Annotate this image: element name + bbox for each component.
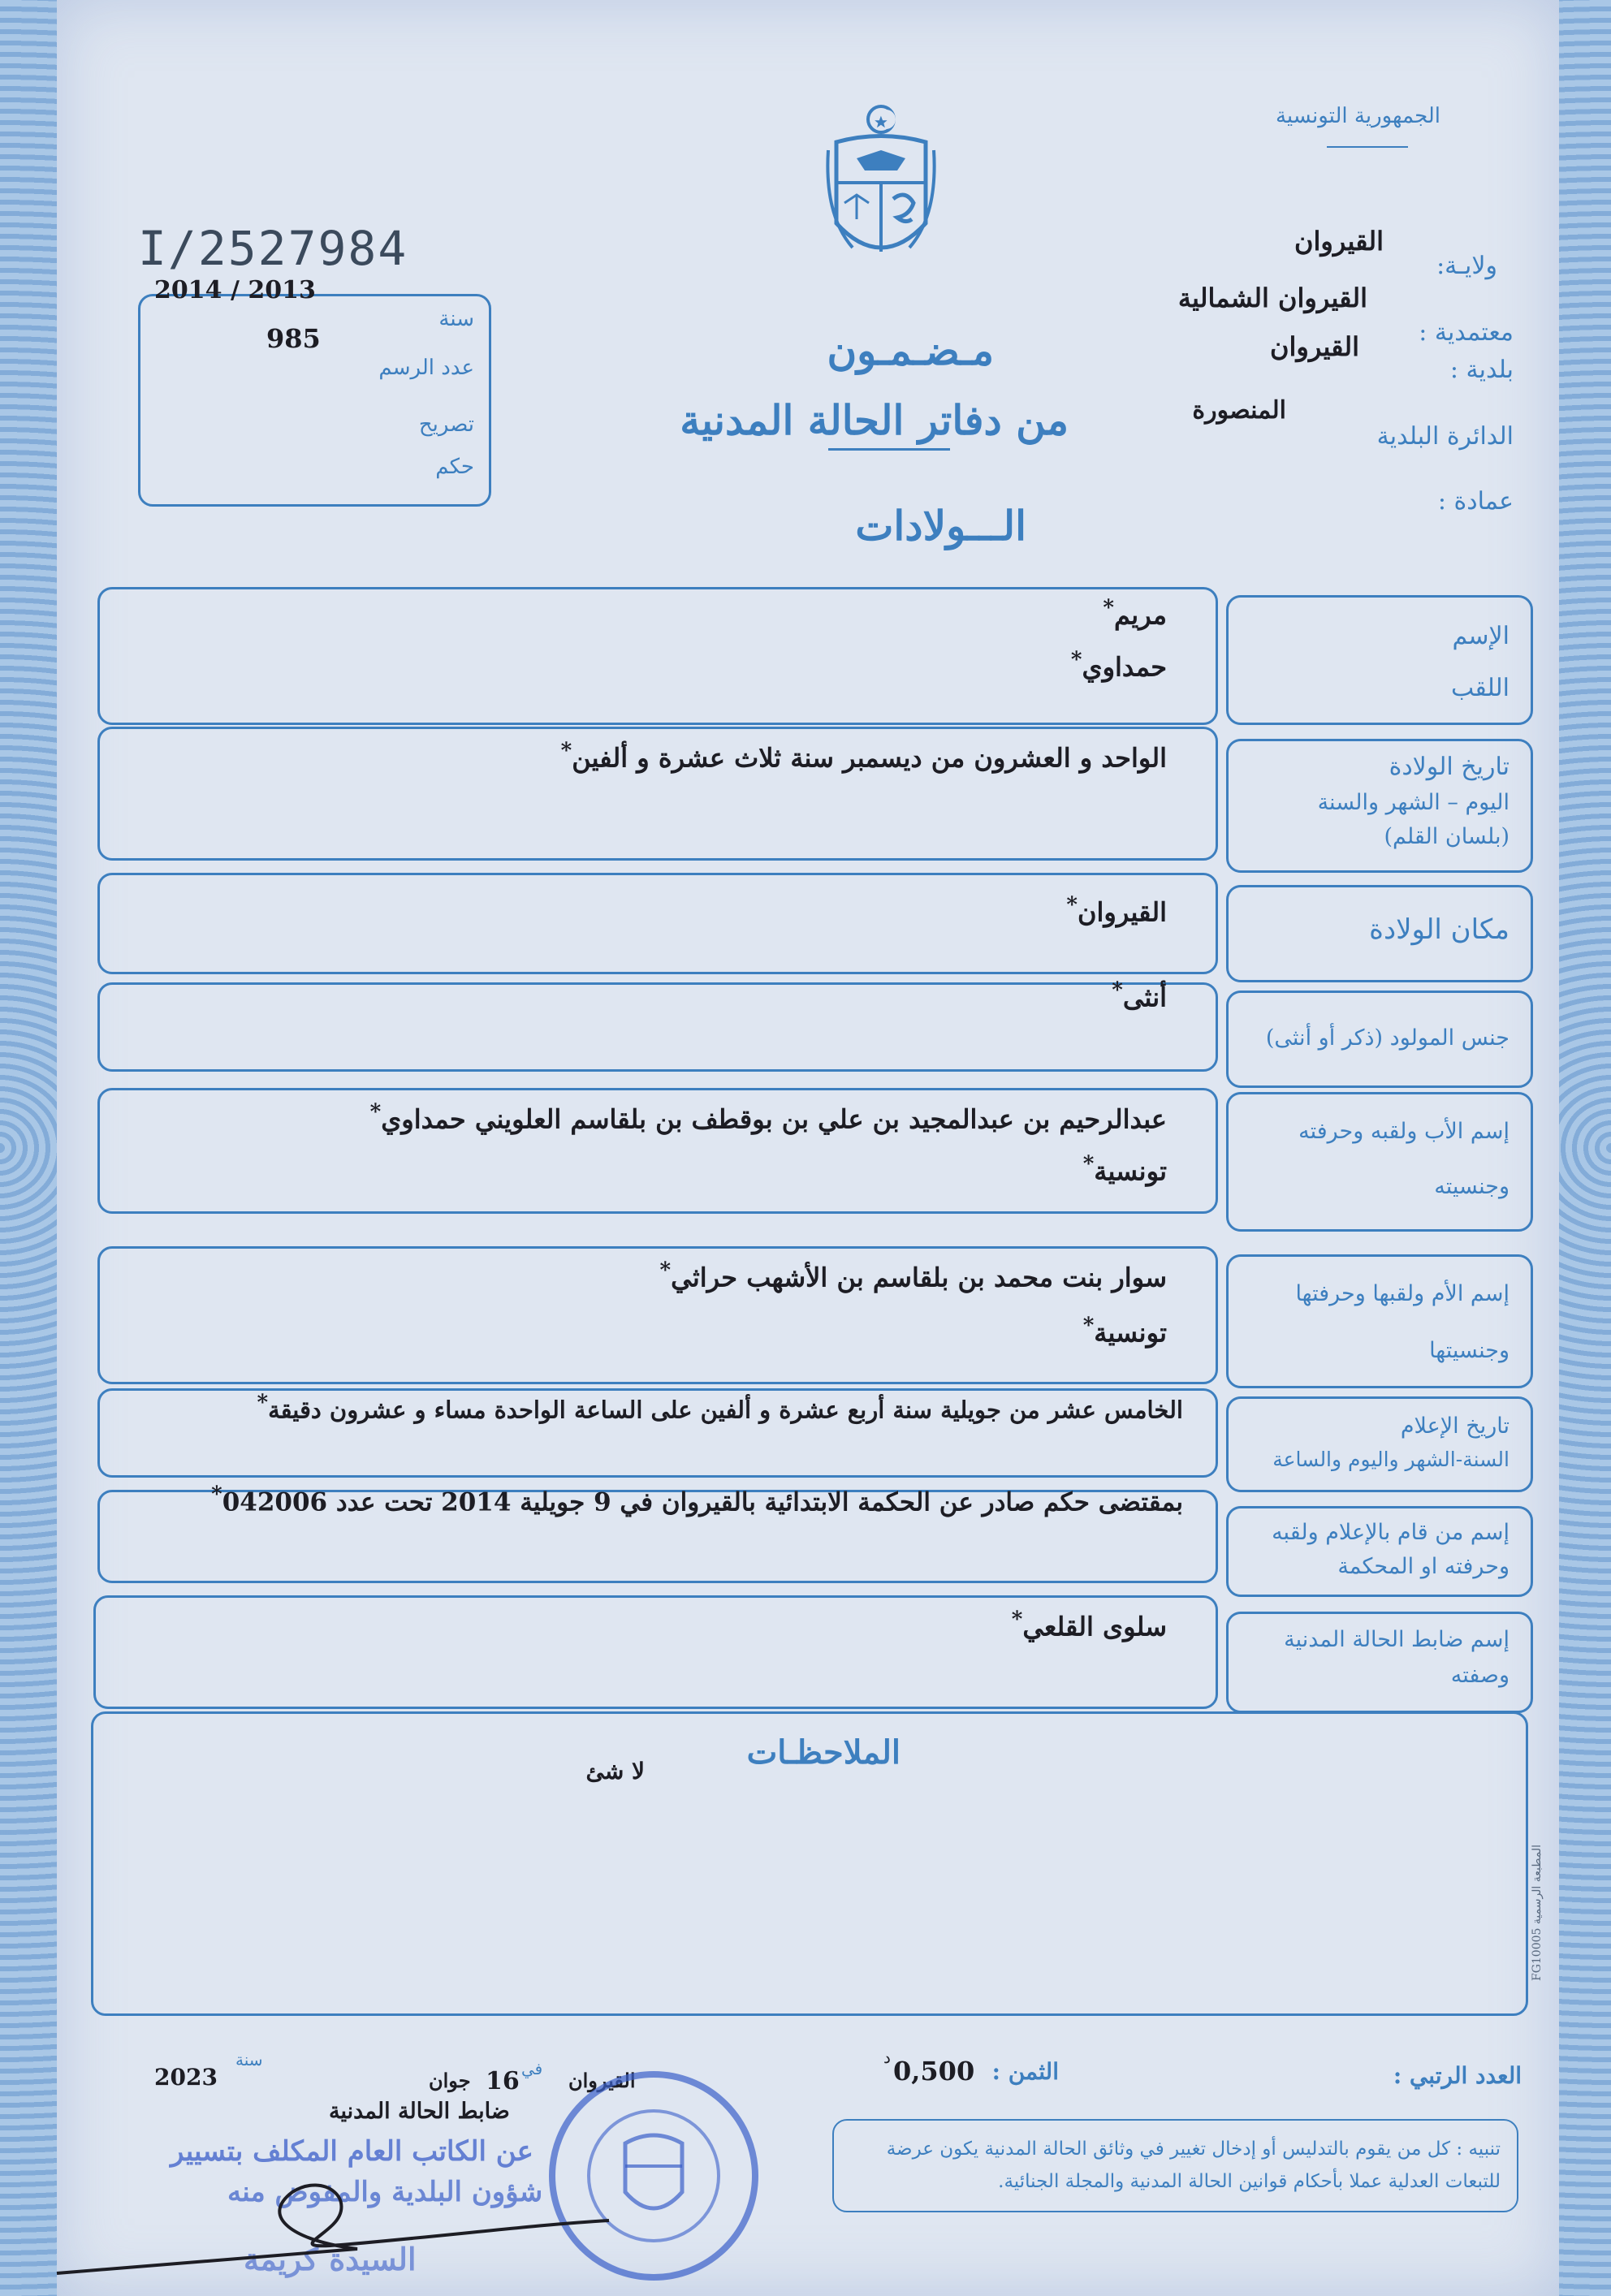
- mother-label-2: وجنسيتها: [1429, 1338, 1510, 1363]
- row-declaration-date-value-box: [97, 1388, 1218, 1478]
- republic-header: الجمهورية التونسية: [1275, 104, 1440, 128]
- price-unit: د: [883, 2048, 891, 2067]
- record-number-value: 985: [266, 323, 321, 354]
- birthdate-value: الواحد و العشرون من ديسمبر سنة ثلاث عشرة و ألفين *: [561, 739, 1167, 774]
- row-mother-value-box: [97, 1246, 1218, 1384]
- notice-line-2: للتبعات العدلية عملا بأحكام قوانين الحالة المدنية والمجلة الجنائية.: [998, 2171, 1501, 2192]
- row-declarant-value-box: [97, 1487, 1218, 1583]
- declaration-date-sublabel: السنة-الشهر واليوم والساعة: [1272, 1448, 1510, 1471]
- father-label: إسم الأب ولقبه وحرفته: [1298, 1119, 1510, 1144]
- declaration-date-label: تاريخ الإعلام: [1400, 1413, 1510, 1439]
- baladiya-value: القيروان: [1270, 331, 1359, 362]
- place-value: القيروان: [568, 2069, 636, 2092]
- birthdate-sublabel-2: (بلسان القلم): [1384, 824, 1510, 849]
- record-number-label: عدد الرسم: [378, 356, 474, 380]
- officer-label-2: وصفته: [1450, 1663, 1510, 1688]
- row-officer-value-box: [93, 1595, 1218, 1709]
- motamadiya-label: معتمدية :: [1419, 318, 1514, 347]
- birthplace-value: القيروان *: [1066, 893, 1167, 928]
- father-nationality-value: تونسية *: [1083, 1152, 1167, 1187]
- officer-title: ضابط الحالة المدنية: [329, 2099, 510, 2124]
- stamp-line-2: شؤون البلدية والمفوض منه: [227, 2176, 543, 2208]
- record-judgment-label: حكم: [435, 455, 474, 479]
- mother-nationality-value: تونسية *: [1083, 1314, 1167, 1349]
- notice-line-1: تنبيه : كل من يقوم بالتدليس أو إدخال تغيير في وثائق الحالة المدنية يكون عرضة: [886, 2138, 1501, 2160]
- record-declaration-label: تصريح: [418, 412, 474, 437]
- row-father-value-box: [97, 1088, 1218, 1214]
- daira-value: المنصورة: [1192, 396, 1286, 425]
- father-label-2: وجنسيته: [1434, 1174, 1510, 1199]
- coat-of-arms-emblem: [820, 101, 942, 276]
- row-sex-label-box: [1226, 990, 1533, 1088]
- officer-value: سلوى القلعي *: [1012, 1608, 1167, 1642]
- signature-scribble: [49, 2143, 617, 2281]
- remarks-value: لا شئ: [585, 1758, 645, 1785]
- birthplace-label: مكان الولادة: [1369, 913, 1510, 946]
- declarant-value: بمقتضى حكم صادر عن الحكمة الابتدائية بالقيروان في 9 جويلية 2014 تحت عدد 042006 *: [211, 1482, 1183, 1517]
- legal-notice-box: [832, 2119, 1518, 2212]
- first-name-value: مريم *: [1103, 596, 1167, 631]
- stamp-line-1: عن الكاتب العام المكلف بتسيير: [171, 2135, 533, 2168]
- record-year-value: 2014 / 2013: [154, 276, 316, 304]
- row-father-label-box: [1226, 1092, 1533, 1232]
- row-name-value-box: [97, 587, 1218, 725]
- wilaya-label: ولايـة:: [1436, 252, 1497, 280]
- birthdate-sublabel: اليوم – الشهر والسنة: [1317, 790, 1510, 815]
- month-value: جوان: [429, 2069, 471, 2092]
- serial-number: I/2527984: [138, 221, 408, 276]
- row-declaration-date-label-box: [1226, 1396, 1533, 1492]
- row-mother-label-box: [1226, 1254, 1533, 1388]
- row-sex-value-box: [97, 982, 1218, 1072]
- motamadiya-value: القيروان الشمالية: [1177, 283, 1367, 313]
- row-birthplace-label-box: [1226, 885, 1533, 982]
- row-declarant-label-box: [1226, 1506, 1533, 1597]
- header-divider: [1327, 146, 1408, 148]
- declarant-label-2: وحرفته او المحكمة: [1337, 1554, 1510, 1579]
- daira-label: الدائرة البلدية: [1376, 422, 1514, 451]
- birthdate-label: تاريخ الولادة: [1389, 753, 1510, 781]
- price-value: 0,500: [893, 2056, 975, 2087]
- last-name-label: اللقب: [1450, 674, 1510, 702]
- printer-mark: المطبعة الرسمية FG10005: [1531, 1845, 1544, 1981]
- row-birthdate-label-box: [1226, 739, 1533, 873]
- declarant-label: إسم من قام بالإعلام ولقبه: [1272, 1520, 1510, 1545]
- declaration-date-value: الخامس عشر من جويلية سنة أربع عشرة و ألفين على الساعة الواحدة مساء و عشرون دقيقة *: [257, 1391, 1183, 1424]
- row-officer-label-box: [1226, 1612, 1533, 1713]
- day-value: 16: [486, 2067, 520, 2095]
- sex-label: جنس المولود (ذكر أو أنثى): [1265, 1025, 1510, 1051]
- title-main: مـضـمـون: [827, 326, 994, 374]
- mother-name-value: سوار بنت محمد بن بلقاسم بن الأشهب حراثي *: [660, 1258, 1167, 1293]
- first-name-label: الإسم: [1452, 622, 1510, 650]
- remarks-title: الملاحظـات: [746, 1733, 901, 1772]
- price-label: الثمن :: [991, 2058, 1059, 2085]
- remarks-box: [91, 1711, 1528, 2016]
- row-birthplace-value-box: [97, 873, 1218, 974]
- wilaya-value: القيروان: [1294, 226, 1384, 257]
- year-label: سنة: [235, 2050, 263, 2069]
- mother-label: إسم الأم ولقبها وحرفتها: [1295, 1281, 1510, 1306]
- father-name-value: عبدالرحيم بن عبدالمجيد بن علي بن بوقطف بن بلقاسم العلويني حمداوي *: [370, 1100, 1167, 1135]
- imada-label: عمادة :: [1437, 487, 1514, 516]
- last-name-value: حمداوي *: [1071, 648, 1167, 683]
- record-year-label: سنة: [438, 307, 474, 331]
- baladiya-label: بلدية :: [1449, 356, 1514, 384]
- in-label: في: [521, 2059, 543, 2078]
- row-birthdate-value-box: [97, 727, 1218, 861]
- row-name-label-box: [1226, 595, 1533, 725]
- serial-label: العدد الرتبي :: [1393, 2062, 1522, 2089]
- title-underline: [828, 448, 950, 451]
- section-title: الـــولادات: [855, 502, 1026, 550]
- stamp-name: السيدة كريمة: [244, 2241, 417, 2277]
- officer-label: إسم ضابط الحالة المدنية: [1284, 1627, 1510, 1652]
- year-value: 2023: [154, 2064, 218, 2091]
- title-sub: من دفاتر الحالة المدنية: [680, 396, 1069, 444]
- sex-value: أنثى *: [1112, 978, 1167, 1013]
